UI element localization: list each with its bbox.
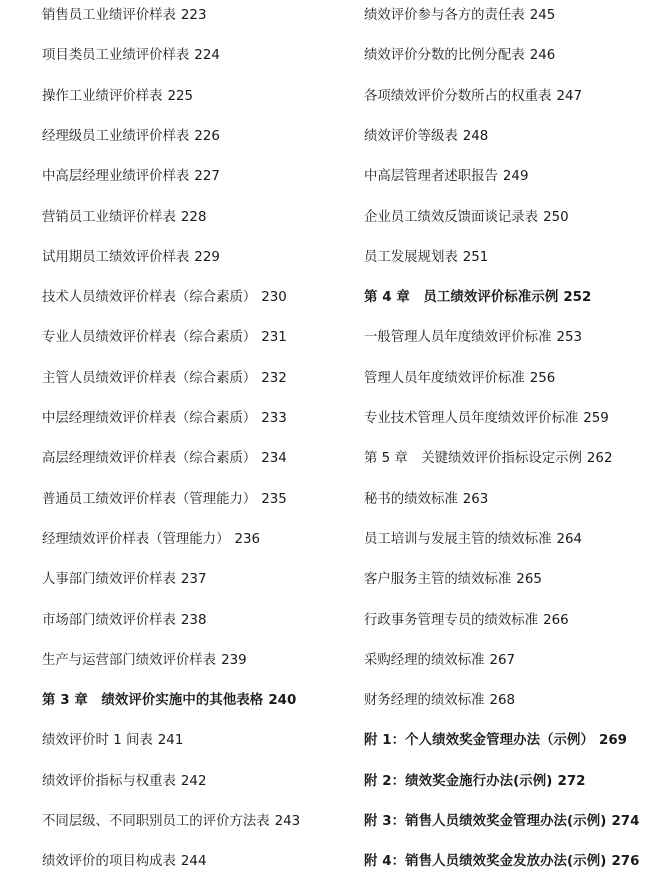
toc-entry-title: 附 3：销售人员绩效奖金管理办法(示例)	[364, 814, 607, 829]
toc-entry-page-number: 266	[543, 612, 569, 628]
toc-entry-title: 第 3 章 绩效评价实施中的其他表格	[42, 693, 264, 709]
toc-entry	[42, 6, 206, 26]
toc-entry-title: 采购经理的绩效标准	[364, 652, 485, 668]
toc-entry	[364, 328, 582, 348]
toc-entry	[364, 6, 555, 26]
toc-entry	[364, 570, 542, 590]
toc-chapter-heading	[364, 772, 585, 792]
toc-entry-title: 附 2：绩效奖金施行办法(示例)	[364, 773, 553, 789]
toc-entry-page-number: 223	[180, 8, 207, 23]
toc-entry	[42, 530, 260, 550]
toc-entry-page-number: 230	[261, 290, 287, 306]
toc-entry-page-number: 269	[599, 733, 627, 749]
toc-entry	[364, 46, 555, 66]
toc-entry-title: 专业技术管理人员年度绩效评价标准	[364, 411, 579, 426]
toc-entry-title: 市场部门绩效评价样表	[42, 612, 176, 628]
toc-entry	[42, 570, 206, 590]
toc-entry	[364, 490, 488, 510]
toc-entry-page-number: 249	[502, 169, 529, 185]
toc-entry	[364, 530, 582, 550]
toc-entry	[364, 409, 609, 429]
toc-entry-page-number: 231	[261, 330, 287, 346]
toc-entry-page-number: 244	[180, 854, 207, 870]
toc-entry-page-number: 248	[462, 128, 489, 144]
toc-entry-title: 管理人员年度绩效评价标准	[364, 370, 525, 386]
toc-entry-title: 中高层管理者述职报告	[364, 169, 498, 185]
toc-entry-title: 附 1：个人绩效奖金管理办法（示例）	[364, 733, 595, 749]
toc-entry	[364, 87, 582, 107]
toc-entry	[42, 852, 206, 872]
toc-entry-page-number: 235	[261, 491, 287, 507]
toc-entry	[42, 127, 220, 147]
toc-entry-title: 客户服务主管的绩效标准	[364, 572, 512, 588]
toc-entry-title: 员工发展规划表	[364, 249, 458, 265]
toc-entry-title: 专业人员绩效评价样表（综合素质）	[42, 330, 257, 346]
toc-entry-page-number: 240	[268, 693, 297, 709]
toc-entry-page-number: 247	[556, 88, 583, 104]
toc-entry	[42, 772, 206, 792]
toc-entry	[42, 449, 287, 469]
toc-entry-page-number: 262	[586, 451, 613, 467]
toc-entry-title: 绩效评价时 1 间表	[42, 733, 153, 749]
toc-entry-title: 经理级员工业绩评价样表	[42, 128, 190, 144]
toc-entry	[42, 208, 206, 228]
toc-entry-page-number: 236	[234, 531, 261, 547]
toc-entry-title: 营销员工业绩评价样表	[42, 209, 176, 225]
toc-entry-page-number: 276	[611, 854, 640, 870]
toc-entry-page-number: 256	[529, 370, 556, 386]
toc-chapter-heading	[364, 812, 639, 832]
toc-entry-page-number: 228	[180, 209, 207, 225]
toc-entry-title: 各项绩效评价分数所占的权重表	[364, 88, 552, 104]
toc-entry	[42, 490, 287, 510]
toc-entry	[364, 691, 515, 711]
toc-entry-page-number: 245	[529, 8, 556, 23]
toc-entry-title: 附 4：销售人员绩效奖金发放办法(示例)	[364, 854, 607, 870]
toc-entry	[364, 369, 555, 389]
toc-entry-page-number: 274	[611, 814, 640, 829]
toc-chapter-heading	[364, 288, 591, 308]
toc-entry-page-number: 259	[583, 411, 609, 426]
toc-entry-title: 经理绩效评价样表（管理能力）	[42, 531, 230, 547]
toc-entry-page-number: 232	[261, 370, 287, 386]
toc-entry	[42, 731, 183, 751]
toc-entry-page-number: 229	[194, 249, 220, 265]
toc-entry-title: 秘书的绩效标准	[364, 491, 458, 507]
toc-entry	[42, 248, 220, 268]
toc-entry-page-number: 242	[180, 773, 207, 789]
toc-entry-title: 中高层经理业绩评价样表	[42, 169, 190, 185]
toc-entry-page-number: 250	[543, 209, 569, 225]
toc-entry-page-number: 225	[167, 88, 194, 104]
toc-entry	[42, 328, 287, 348]
toc-entry-page-number: 239	[221, 652, 247, 668]
toc-entry-page-number: 253	[556, 330, 583, 346]
toc-entry	[42, 651, 247, 671]
toc-entry-page-number: 272	[557, 773, 586, 789]
toc-entry-page-number: 264	[556, 531, 583, 547]
toc-entry-title: 绩效评价分数的比例分配表	[364, 48, 525, 64]
toc-entry-title: 人事部门绩效评价样表	[42, 572, 176, 588]
toc-entry	[364, 449, 612, 469]
toc-entry-title: 第 5 章 关键绩效评价指标设定示例	[364, 451, 582, 467]
toc-entry-page-number: 227	[194, 169, 220, 185]
toc-entry-page-number: 233	[261, 411, 287, 426]
toc-entry	[42, 288, 287, 308]
toc-entry	[42, 87, 193, 107]
toc-entry	[42, 369, 287, 389]
toc-entry-page-number: 265	[516, 572, 542, 588]
toc-entry	[42, 46, 220, 66]
toc-entry-page-number: 234	[261, 451, 287, 467]
toc-entry-title: 项目类员工业绩评价样表	[42, 48, 190, 64]
toc-entry	[42, 812, 300, 832]
toc-entry-page-number: 251	[462, 249, 489, 265]
toc-entry-page-number: 238	[180, 612, 207, 628]
toc-entry-title: 中层经理绩效评价样表（综合素质）	[42, 411, 257, 426]
toc-chapter-heading	[42, 691, 296, 711]
toc-entry-page-number: 267	[489, 652, 516, 668]
toc-entry-title: 主管人员绩效评价样表（综合素质）	[42, 370, 257, 386]
toc-entry-title: 绩效评价等级表	[364, 128, 458, 144]
toc-entry-title: 绩效评价的项目构成表	[42, 854, 176, 870]
toc-entry-title: 高层经理绩效评价样表（综合素质）	[42, 451, 257, 467]
toc-entry	[364, 651, 515, 671]
toc-entry-title: 第 4 章 员工绩效评价标准示例	[364, 290, 559, 306]
toc-entry-page-number: 237	[180, 572, 207, 588]
toc-entry-title: 销售员工业绩评价样表	[42, 8, 176, 23]
toc-entry	[364, 248, 488, 268]
toc-entry-title: 行政事务管理专员的绩效标准	[364, 612, 539, 628]
toc-entry-title: 绩效评价指标与权重表	[42, 773, 176, 789]
toc-entry	[42, 409, 287, 429]
toc-chapter-heading	[364, 852, 639, 872]
toc-entry-page-number: 246	[529, 48, 556, 64]
toc-entry	[364, 127, 488, 147]
toc-entry-title: 不同层级、不同职别员工的评价方法表	[42, 814, 270, 829]
toc-entry-title: 财务经理的绩效标准	[364, 693, 485, 709]
toc-entry	[42, 167, 220, 187]
toc-entry	[364, 611, 569, 631]
toc-entry-page-number: 243	[274, 814, 301, 829]
toc-entry-title: 员工培训与发展主管的绩效标准	[364, 531, 552, 547]
toc-chapter-heading	[364, 731, 627, 751]
toc-entry-page-number: 252	[563, 290, 592, 306]
toc-entry-title: 普通员工绩效评价样表（管理能力）	[42, 491, 257, 507]
toc-entry-page-number: 263	[462, 491, 489, 507]
toc-entry-page-number: 224	[194, 48, 220, 64]
toc-entry-page-number: 226	[194, 128, 220, 144]
toc-entry-title: 企业员工绩效反馈面谈记录表	[364, 209, 539, 225]
toc-entry-title: 绩效评价参与各方的责任表	[364, 8, 525, 23]
toc-entry-title: 一般管理人员年度绩效评价标准	[364, 330, 552, 346]
toc-entry	[42, 611, 206, 631]
toc-entry-title: 试用期员工绩效评价样表	[42, 249, 190, 265]
toc-entry	[364, 208, 569, 228]
toc-entry	[364, 167, 528, 187]
toc-entry-title: 操作工业绩评价样表	[42, 88, 163, 104]
toc-entry-page-number: 241	[157, 733, 184, 749]
toc-entry-title: 生产与运营部门绩效评价样表	[42, 652, 217, 668]
toc-entry-page-number: 268	[489, 693, 516, 709]
toc-entry-title: 技术人员绩效评价样表（综合素质）	[42, 290, 257, 306]
